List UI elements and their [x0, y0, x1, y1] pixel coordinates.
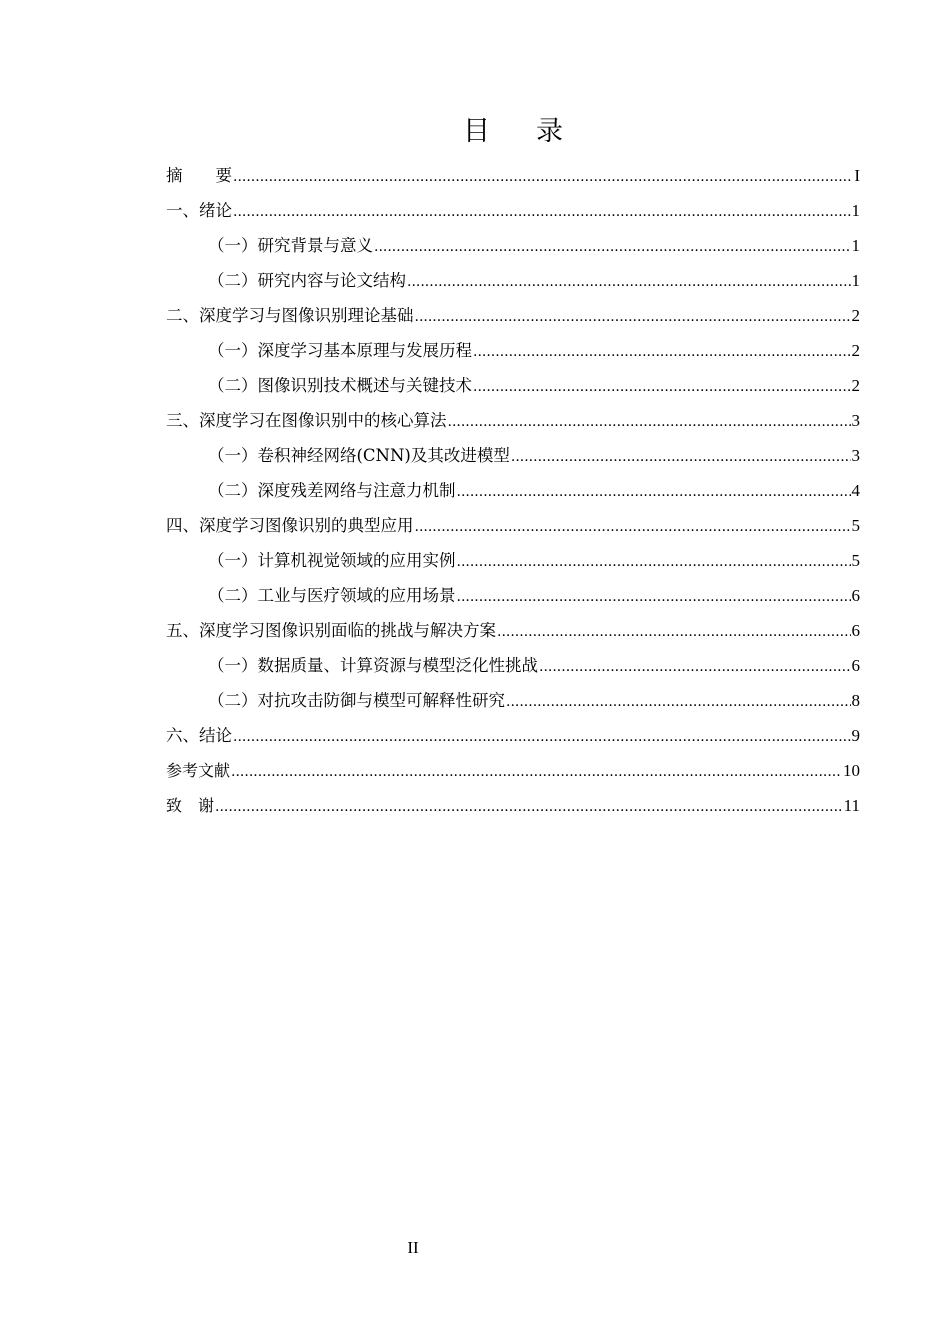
- toc-entry-chapter-5[interactable]: [166, 613, 860, 648]
- toc-title: [0, 112, 950, 152]
- toc-entry-page: 4: [851, 481, 860, 500]
- toc-entry-label: 一、绪论: [166, 201, 232, 220]
- toc-entry-section-5-2[interactable]: [166, 683, 860, 718]
- toc-entry-section-1-1[interactable]: [166, 228, 860, 263]
- toc-entry-label: 六、结论: [166, 726, 232, 745]
- toc-entry-label: 五、深度学习图像识别面临的挑战与解决方案: [166, 621, 496, 640]
- toc-entry-page: 2: [851, 376, 860, 395]
- toc-dot-leader: [506, 685, 851, 720]
- toc-entry-page: 3: [851, 446, 860, 465]
- toc-entry-label: 摘 要: [166, 166, 232, 185]
- toc-entry-page: 1: [851, 201, 860, 220]
- toc-dot-leader: [231, 755, 842, 790]
- toc-entry-label: （二）图像识别技术概述与关键技术: [208, 376, 472, 395]
- toc-entry-label: （一）深度学习基本原理与发展历程: [208, 341, 472, 360]
- toc-dot-leader: [415, 510, 851, 545]
- toc-entry-page: 11: [843, 796, 860, 815]
- toc-entry-chapter-4[interactable]: [166, 508, 860, 543]
- toc-entry-section-4-2[interactable]: [166, 578, 860, 613]
- toc-entry-page: 10: [843, 761, 860, 780]
- toc-title-part2: 录: [536, 116, 563, 147]
- toc-entry-label: （一）研究背景与意义: [208, 236, 373, 255]
- toc-entry-label: （二）对抗攻击防御与模型可解释性研究: [208, 691, 505, 710]
- toc-dot-leader: [233, 195, 851, 230]
- toc-entry-page: 5: [851, 551, 860, 570]
- toc-dot-leader: [215, 790, 843, 825]
- toc-entry-label: 二、深度学习与图像识别理论基础: [166, 306, 414, 325]
- toc-dot-leader: [473, 370, 851, 405]
- toc-entry-label: 四、深度学习图像识别的典型应用: [166, 516, 414, 535]
- toc-entry-label: （一）数据质量、计算资源与模型泛化性挑战: [208, 656, 538, 675]
- toc-entry-chapter-1[interactable]: [166, 193, 860, 228]
- toc-entry-page: 6: [851, 586, 860, 605]
- toc-dot-leader: [457, 545, 851, 580]
- toc-entry-label: 三、深度学习在图像识别中的核心算法: [166, 411, 447, 430]
- toc-entry-page: 6: [851, 621, 860, 640]
- toc-dot-leader: [407, 265, 851, 300]
- toc-entry-page: 3: [851, 411, 860, 430]
- toc-list: [166, 158, 860, 823]
- toc-entry-chapter-2[interactable]: [166, 298, 860, 333]
- toc-entry-references[interactable]: [166, 753, 860, 788]
- toc-entry-acknowledgements[interactable]: [166, 788, 860, 823]
- toc-entry-section-2-1[interactable]: [166, 333, 860, 368]
- toc-dot-leader: [511, 440, 851, 475]
- toc-entry-chapter-3[interactable]: [166, 403, 860, 438]
- toc-entry-page: 9: [851, 726, 860, 745]
- toc-entry-page: 2: [851, 306, 860, 325]
- toc-dot-leader: [457, 475, 851, 510]
- toc-dot-leader: [233, 720, 851, 755]
- toc-entry-label: （二）研究内容与论文结构: [208, 271, 406, 290]
- toc-entry-section-4-1[interactable]: [166, 543, 860, 578]
- toc-entry-abstract[interactable]: [166, 158, 860, 193]
- toc-entry-label: 参考文献: [166, 761, 231, 780]
- toc-title-part1: 目: [463, 116, 490, 147]
- toc-entry-page: 8: [851, 691, 860, 710]
- toc-entry-section-5-1[interactable]: [166, 648, 860, 683]
- toc-dot-leader: [457, 580, 851, 615]
- toc-entry-label: （一）计算机视觉领域的应用实例: [208, 551, 456, 570]
- toc-entry-label: （二）深度残差网络与注意力机制: [208, 481, 456, 500]
- toc-dot-leader: [415, 300, 851, 335]
- toc-entry-label: （一）卷积神经网络(CNN)及其改进模型: [208, 446, 510, 465]
- toc-entry-page: 1: [851, 271, 860, 290]
- toc-entry-page: 1: [851, 236, 860, 255]
- toc-entry-page: 2: [851, 341, 860, 360]
- toc-entry-label: 致 谢: [166, 796, 215, 815]
- toc-dot-leader: [448, 405, 851, 440]
- toc-dot-leader: [539, 650, 851, 685]
- toc-dot-leader: [233, 160, 853, 195]
- toc-entry-section-1-2[interactable]: [166, 263, 860, 298]
- toc-entry-page: 5: [851, 516, 860, 535]
- toc-dot-leader: [497, 615, 851, 650]
- toc-dot-leader: [473, 335, 851, 370]
- toc-entry-section-3-1[interactable]: [166, 438, 860, 473]
- footer-page-number: II: [407, 1238, 419, 1257]
- toc-entry-label: （二）工业与医疗领域的应用场景: [208, 586, 456, 605]
- toc-entry-page: I: [854, 166, 860, 185]
- toc-entry-chapter-6[interactable]: [166, 718, 860, 753]
- toc-entry-section-2-2[interactable]: [166, 368, 860, 403]
- toc-entry-section-3-2[interactable]: [166, 473, 860, 508]
- toc-entry-page: 6: [851, 656, 860, 675]
- toc-dot-leader: [374, 230, 851, 265]
